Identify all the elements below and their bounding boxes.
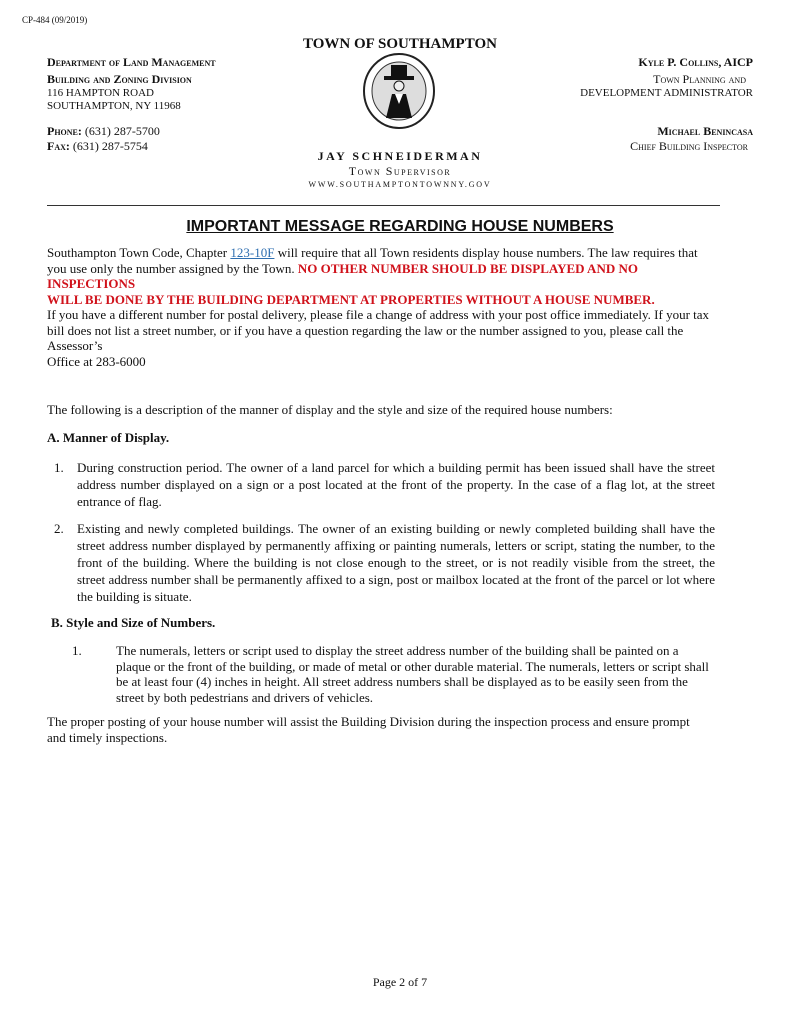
page-number: Page 2 of 7: [372, 975, 428, 989]
address-line-2: SOUTHAMPTON, NY 11968: [47, 100, 181, 112]
administrator-name: Kyle P. Collins, AICP: [638, 55, 753, 69]
page-heading: IMPORTANT MESSAGE REGARDING HOUSE NUMBERS: [186, 218, 614, 235]
list-item: [54, 520, 715, 605]
code-chapter-link[interactable]: 123-10F: [230, 245, 275, 260]
description-text: The following is a description of the manner of display and the style and size of the required house numbers:: [47, 402, 613, 417]
administrator-title-1: Town Planning and: [653, 72, 746, 86]
administrator-title-2: DEVELOPMENT ADMINISTRATOR: [580, 87, 753, 99]
town-seal-logo: [362, 52, 436, 130]
list-number: 2.: [54, 521, 64, 536]
list-item: [72, 643, 712, 706]
supervisor-title: Town Supervisor: [348, 164, 452, 178]
address-line-1: 116 HAMPTON ROAD: [47, 87, 154, 99]
division-name: Building and Zoning Division: [47, 72, 192, 86]
town-title: TOWN OF SOUTHAMPTON: [303, 36, 497, 52]
website: WWW.SOUTHAMPTONTOWNNY.GOV: [308, 180, 492, 189]
warning-text: NO OTHER NUMBER SHOULD BE DISPLAYED AND NO: [297, 260, 638, 276]
phone-label: Phone:: [47, 124, 82, 138]
section-b-title: B. Style and Size of Numbers.: [51, 615, 216, 630]
intro-text: you use only the number assigned by the Town.: [47, 260, 298, 276]
intro-text: will require that all Town residents display house numbers. The law requires that: [274, 245, 698, 260]
list-text-content: The numerals, letters or script used to display the street address number of the building shall be painted on a plaque or the front of the building, or made of metal or other durable material. The numerals, letters or script shall be at least four (4) inches in height. All street address numbers shall be displayed as to be easily seen from the street by both pedestrians and drivers of vehicles.: [116, 643, 709, 706]
warning-text: WILL BE DONE BY THE BUILDING DEPARTMENT AT PROPERTIES WITHOUT A HOUSE NUMBER.: [47, 291, 655, 307]
phone-number: (631) 287-5700: [81, 124, 160, 138]
fax-label: Fax:: [47, 139, 70, 153]
intro-text: Office at 283-6000: [47, 353, 146, 369]
list-text: During construction period. The owner of a land parcel for which a building permit has been issued shall have the street address number displayed on a sign or a post located at the front of the property. In the case of a flag lot, at the street entrance of flag.: [77, 460, 715, 509]
department-name: Department of Land Management: [47, 55, 216, 69]
intro-text: If you have a different number for postal delivery, please file a change of address with your post office immediately. If your tax: [47, 307, 710, 322]
list-text: Existing and newly completed buildings. The owner of an existing building or newly completed building shall have the street address number displayed by permanently affixing or painting numerals, letters or script, stating the number, to the front of the building. Where the building is not close enough to the street, or is not readily visible from the street, the street address number shall be permanently affixed to a sign, post or mailbox located at the front of the parcel or lot where the building is situate.: [77, 521, 715, 604]
list-number: 1.: [72, 643, 82, 658]
list-text: [94, 643, 712, 706]
inspector-name: Michael Benincasa: [657, 124, 753, 138]
list-number: 1.: [54, 460, 64, 475]
intro-text: Assessor’s: [47, 338, 103, 353]
supervisor-name: JAY SCHNEIDERMAN: [317, 149, 483, 163]
intro-paragraph: [47, 245, 727, 369]
warning-text: INSPECTIONS: [47, 276, 136, 291]
intro-text: bill does not list a street number, or if you have a question regarding the law or the number assigned to you, please call the: [47, 322, 684, 338]
list-item: [54, 459, 715, 510]
header-divider: [47, 205, 720, 206]
fax-number: (631) 287-5754: [69, 139, 148, 153]
form-code: CP-484 (09/2019): [22, 15, 88, 25]
closing-paragraph: The proper posting of your house number will assist the Building Division during the inspection process and ensure prompt and timely inspections.: [47, 714, 690, 745]
intro-text: Southampton Town Code, Chapter: [47, 245, 231, 260]
inspector-title: Chief Building Inspector: [630, 139, 748, 153]
section-a-title: A. Manner of Display.: [47, 430, 170, 445]
phone: [47, 124, 160, 139]
